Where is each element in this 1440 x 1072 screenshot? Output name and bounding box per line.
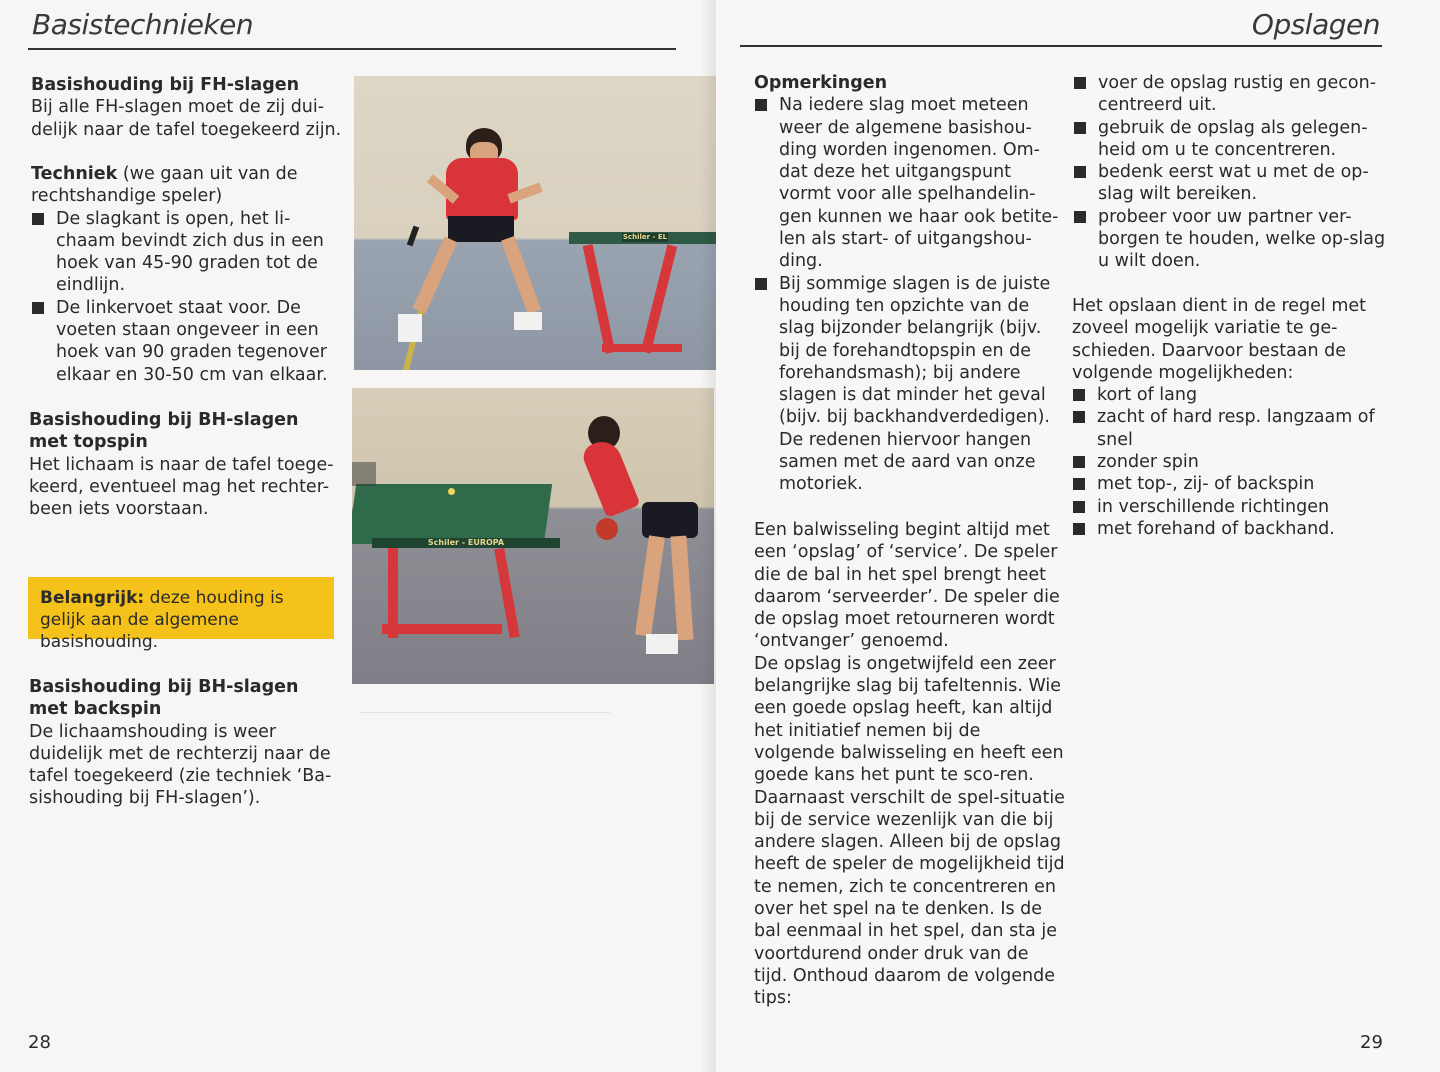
square-bullet-icon: [32, 213, 44, 225]
list-item: zonder spin: [1072, 451, 1388, 473]
tips-section: [1073, 72, 1389, 273]
right-header-rule: [740, 45, 1382, 47]
table-brand-label: Schiler - EL: [622, 233, 668, 241]
photo-backhand-stance: [352, 388, 714, 684]
bh-backspin-body: De lichaamshouding is weer duidelijk met de rechterzij naar de tafel toegekeerd (zie techniek ‘Ba-sishouding bij FH-slagen’).: [29, 721, 332, 809]
table-brand-label: Schiler - EUROPA: [372, 538, 560, 548]
left-running-head: Basistechnieken: [32, 8, 254, 41]
photo-forehand-stance: [354, 76, 716, 370]
variation-list: [1072, 384, 1388, 540]
list-item: kort of lang: [1072, 384, 1388, 406]
list-item: De slagkant is open, het li-chaam bevindt zich dus in een hoek van 45-90 graden tot de eindlijn.: [31, 208, 331, 297]
square-bullet-icon: [1073, 478, 1085, 490]
bh-backspin-section: [29, 676, 334, 810]
technique-section: [31, 163, 331, 386]
player-leg: [501, 236, 541, 314]
technique-heading: Techniek: [31, 164, 118, 184]
list-item: met top-, zij- of backspin: [1072, 473, 1388, 495]
square-bullet-icon: [755, 278, 767, 290]
important-note-box: [28, 577, 334, 652]
player-leg: [635, 535, 665, 636]
list-item: zacht of hard resp. langzaam of snel: [1072, 406, 1388, 451]
table-leg: [583, 244, 616, 354]
player-leg: [670, 536, 693, 641]
square-bullet-icon: [1074, 166, 1086, 178]
player-leg: [413, 237, 458, 314]
variation-intro: Het opslaan dient in de regel met zoveel mogelijk variatie te ge-schieden. Daarvoor bestaan de volgende mogelijkheden:: [1072, 296, 1367, 383]
square-bullet-icon: [32, 302, 44, 314]
player-shoe: [398, 314, 422, 342]
note-text: deze houding is gelijk aan de algemene basishouding.: [40, 588, 284, 652]
square-bullet-icon: [1074, 122, 1086, 134]
technique-list: [31, 208, 331, 386]
square-bullet-icon: [1073, 456, 1085, 468]
table-base: [602, 344, 682, 352]
list-item: De linkervoet staat voor. De voeten staan ongeveer in een hoek van 90 graden tegenover elkaar en 30-50 cm van elkaar.: [31, 297, 331, 386]
player-shorts: [642, 502, 698, 538]
right-running-head: Opslagen: [1251, 8, 1380, 41]
bh-topspin-heading: Basishouding bij BH-slagen met topspin: [29, 410, 299, 453]
list-item: Na iedere slag moet meteen weer de algemene basishou-ding worden ingenomen. Om-dat deze het uitgangspunt vormt voor alle spelhandelin-gen kunnen we haar ook betite-len als start- of uitgangshou-ding.: [754, 94, 1064, 272]
bh-topspin-body: Het lichaam is naar de tafel toege-keerd, eventueel mag het rechter-been iets voorstaan.: [29, 454, 334, 520]
square-bullet-icon: [1074, 77, 1086, 89]
list-item: in verschillende richtingen: [1072, 496, 1388, 518]
square-bullet-icon: [755, 99, 767, 111]
left-header-rule: [28, 48, 676, 50]
square-bullet-icon: [1073, 389, 1085, 401]
square-bullet-icon: [1073, 411, 1085, 423]
fh-section: [31, 74, 351, 141]
player-shirt: [579, 436, 640, 518]
bh-topspin-section: [29, 409, 334, 520]
remarks-section: [754, 72, 1064, 496]
tips-list: [1073, 72, 1389, 273]
square-bullet-icon: [1073, 523, 1085, 535]
remarks-heading: Opmerkingen: [754, 73, 888, 93]
list-item: gebruik de opslag als gelegen-heid om u te concentreren.: [1073, 117, 1389, 162]
paddle: [596, 518, 618, 540]
square-bullet-icon: [1074, 211, 1086, 223]
paddle: [407, 226, 419, 247]
left-page: [0, 0, 716, 1072]
list-item: bedenk eerst wat u met de op-slag wilt bereiken.: [1073, 161, 1389, 206]
list-item: probeer voor uw partner ver-borgen te houden, welke op-slag u wilt doen.: [1073, 206, 1389, 273]
fh-heading: Basishouding bij FH-slagen: [31, 75, 300, 95]
table-base: [382, 624, 502, 634]
table-net: [352, 462, 376, 486]
bh-backspin-heading: Basishouding bij BH-slagen met backspin: [29, 677, 299, 720]
variation-section: [1072, 295, 1388, 540]
serve-text: [754, 519, 1066, 1010]
note-label: Belangrijk:: [40, 588, 145, 608]
remarks-list: [754, 94, 1064, 495]
player-shorts: [448, 216, 514, 242]
serve-paragraph-1: Een balwisseling begint altijd met een ‘opslag’ of ‘service’. De speler die de bal in het spel brengt heet daarom ‘serveerder’. De speler die de opslag moet retourneren wordt ‘ontvanger’ genoemd.: [754, 520, 1060, 652]
serve-paragraph-2: De opslag is ongetwijfeld een zeer belangrijke slag bij tafeltennis. Wie een goede opslag heeft, kan altijd het initiatief nemen bij de volgende balwisseling en heeft een goede kans het punt te sco-ren. Daarnaast verschilt de spel-situatie bij de service wezenlijk van die bij andere slagen. Alleen bij de opslag heeft de speler de mogelijkheid tijd te nemen, zich te concentreren en over het spel na te denken. Is de bal eenmaal in het spel, dan sta je voortdurend onder druk van de tijd. Onthoud daarom de volgende tips:: [754, 653, 1065, 1009]
left-page-number: 28: [28, 1032, 51, 1053]
list-item: met forehand of backhand.: [1072, 518, 1388, 540]
fh-body: Bij alle FH-slagen moet de zij dui-delijk naar de tafel toegekeerd zijn.: [31, 97, 342, 140]
player-shirt: [446, 158, 518, 220]
list-item: Bij sommige slagen is de juiste houding ten opzichte van de slag bijzonder belangrijk (bijv. bij de forehandtopspin en de forehandsmash); bij andere slagen is dat minder het geval (bijv. bij backhandverdedigen). De redenen hiervoor hangen samen met de aard van onze motoriek.: [754, 273, 1064, 496]
player-shoe: [646, 634, 678, 654]
technique-intro-line: [31, 163, 331, 208]
player-shoe: [514, 312, 542, 330]
right-page: [716, 0, 1440, 1072]
table-leg: [641, 244, 677, 353]
list-item: voer de opslag rustig en gecon-centreerd uit.: [1073, 72, 1389, 117]
square-bullet-icon: [1073, 501, 1085, 513]
right-page-number: 29: [1360, 1032, 1383, 1053]
technique-intro: (we gaan uit van de rechtshandige speler): [31, 164, 298, 207]
show-through-text: [360, 690, 610, 757]
ball: [448, 488, 455, 495]
